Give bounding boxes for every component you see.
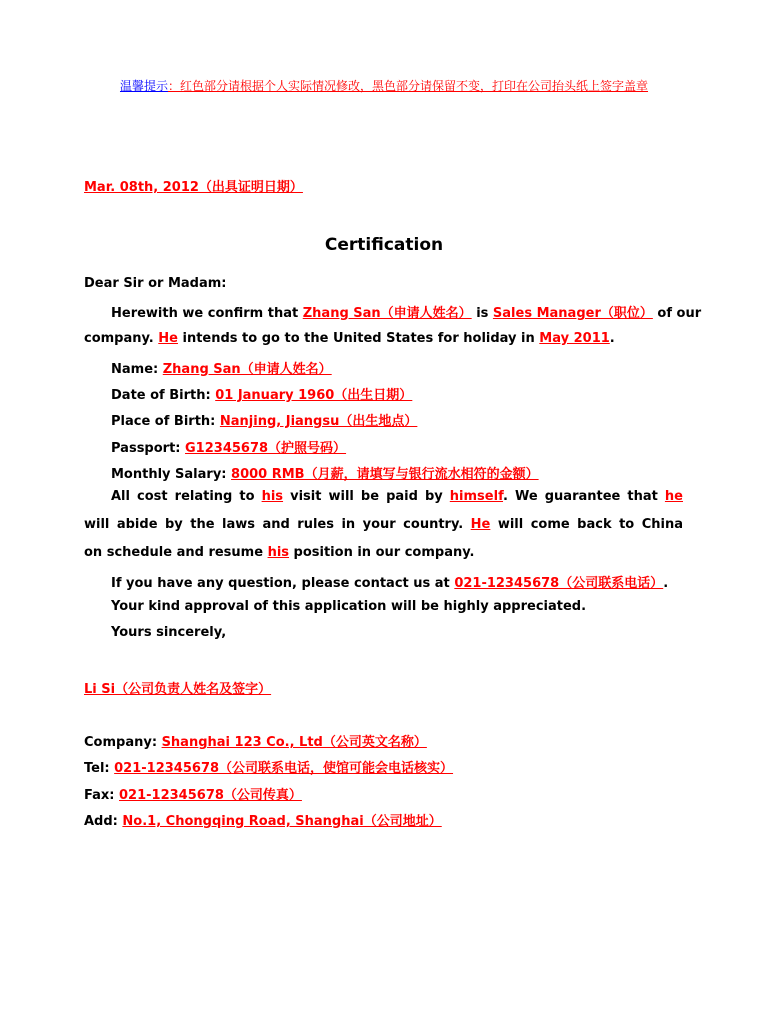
body-text: Herewith we confirm that: [111, 306, 303, 321]
field-label: Monthly Salary:: [111, 467, 232, 482]
company-fax: 021-12345678（公司传真）: [119, 788, 302, 803]
body-text: will abide by the laws and rules in your country.: [84, 517, 471, 532]
body-text: is: [471, 306, 493, 321]
cost-paragraph-line-1: [111, 489, 683, 504]
field-passport: [111, 437, 346, 456]
signer-line: [84, 678, 271, 697]
field-label: Place of Birth:: [111, 414, 220, 429]
field-label: Tel:: [84, 761, 115, 776]
field-name: [111, 358, 332, 377]
company-name-line: [84, 731, 427, 750]
field-monthly-salary: [111, 463, 539, 482]
field-value: Nanjing, Jiangsu（出生地点）: [219, 414, 418, 429]
pronoun: himself: [449, 489, 504, 504]
field-label: Date of Birth:: [111, 388, 216, 403]
company-fax-line: [84, 784, 302, 803]
field-label: Add:: [84, 814, 123, 829]
body-text: of our: [652, 306, 702, 321]
pronoun: his: [261, 489, 284, 504]
contact-line: [111, 572, 668, 591]
signer-name: Li Si（公司负责人姓名及签字）: [84, 682, 272, 697]
pronoun: his: [267, 545, 290, 560]
notice-text: ：红色部分请根据个人实际情况修改，黑色部分请保留不变，打印在公司抬头纸上签字盖章: [168, 79, 649, 93]
company-tel: 021-12345678（公司联系电话，使馆可能会电话核实）: [114, 761, 454, 776]
company-address: No.1, Chongqing Road, Shanghai（公司地址）: [122, 814, 442, 829]
field-place-of-birth: [111, 410, 417, 429]
editing-notice: [0, 77, 768, 94]
company-tel-line: [84, 757, 453, 776]
field-value: 01 January 1960（出生日期）: [215, 388, 413, 403]
contact-phone: 021-12345678（公司联系电话）: [454, 576, 664, 591]
travel-month: May 2011: [539, 331, 610, 346]
cost-paragraph-line-3: [84, 545, 474, 560]
field-value: G12345678（护照号码）: [185, 441, 347, 456]
body-text: on schedule and resume: [84, 545, 268, 560]
field-value: 8000 RMB（月薪，请填写与银行流水相符的金额）: [231, 467, 539, 482]
salutation: Dear Sir or Madam:: [84, 276, 227, 291]
page-title: Certification: [324, 235, 444, 255]
company-address-line: [84, 810, 442, 829]
body-text: company.: [84, 331, 159, 346]
date-value: Mar. 08th, 2012（出具证明日期）: [84, 180, 303, 195]
applicant-position: Sales Manager（职位）: [492, 306, 653, 321]
body-text: visit will be paid by: [283, 489, 450, 504]
body-text: position in our company.: [289, 545, 475, 560]
body-text: will come back to China: [490, 517, 683, 532]
field-label: Company:: [84, 735, 162, 750]
field-date-of-birth: [111, 384, 412, 403]
body-text: All cost relating to: [111, 489, 262, 504]
letter-date: [84, 176, 303, 195]
cost-paragraph-line-2: [84, 517, 683, 532]
body-text: . We guarantee that: [503, 489, 665, 504]
body-text: .: [609, 331, 615, 346]
field-label: Name:: [111, 362, 163, 377]
body-text: .: [663, 576, 669, 591]
field-label: Passport:: [111, 441, 186, 456]
pronoun: he: [664, 489, 683, 504]
pronoun: He: [158, 331, 178, 346]
body-paragraph-line-2: [84, 331, 615, 346]
company-name: Shanghai 123 Co., Ltd（公司英文名称）: [161, 735, 427, 750]
notice-link[interactable]: 温馨提示: [119, 79, 168, 93]
body-text: If you have any question, please contact us at: [111, 576, 455, 591]
body-paragraph-line-1: [111, 302, 702, 321]
field-value: Zhang San（申请人姓名）: [162, 362, 332, 377]
closing-line: Yours sincerely,: [111, 625, 227, 640]
pronoun: He: [470, 517, 491, 532]
approval-line: Your kind approval of this application will be highly appreciated.: [111, 599, 587, 614]
body-text: intends to go to the United States for holiday in: [177, 331, 540, 346]
field-label: Fax:: [84, 788, 120, 803]
applicant-name: Zhang San（申请人姓名）: [302, 306, 472, 321]
